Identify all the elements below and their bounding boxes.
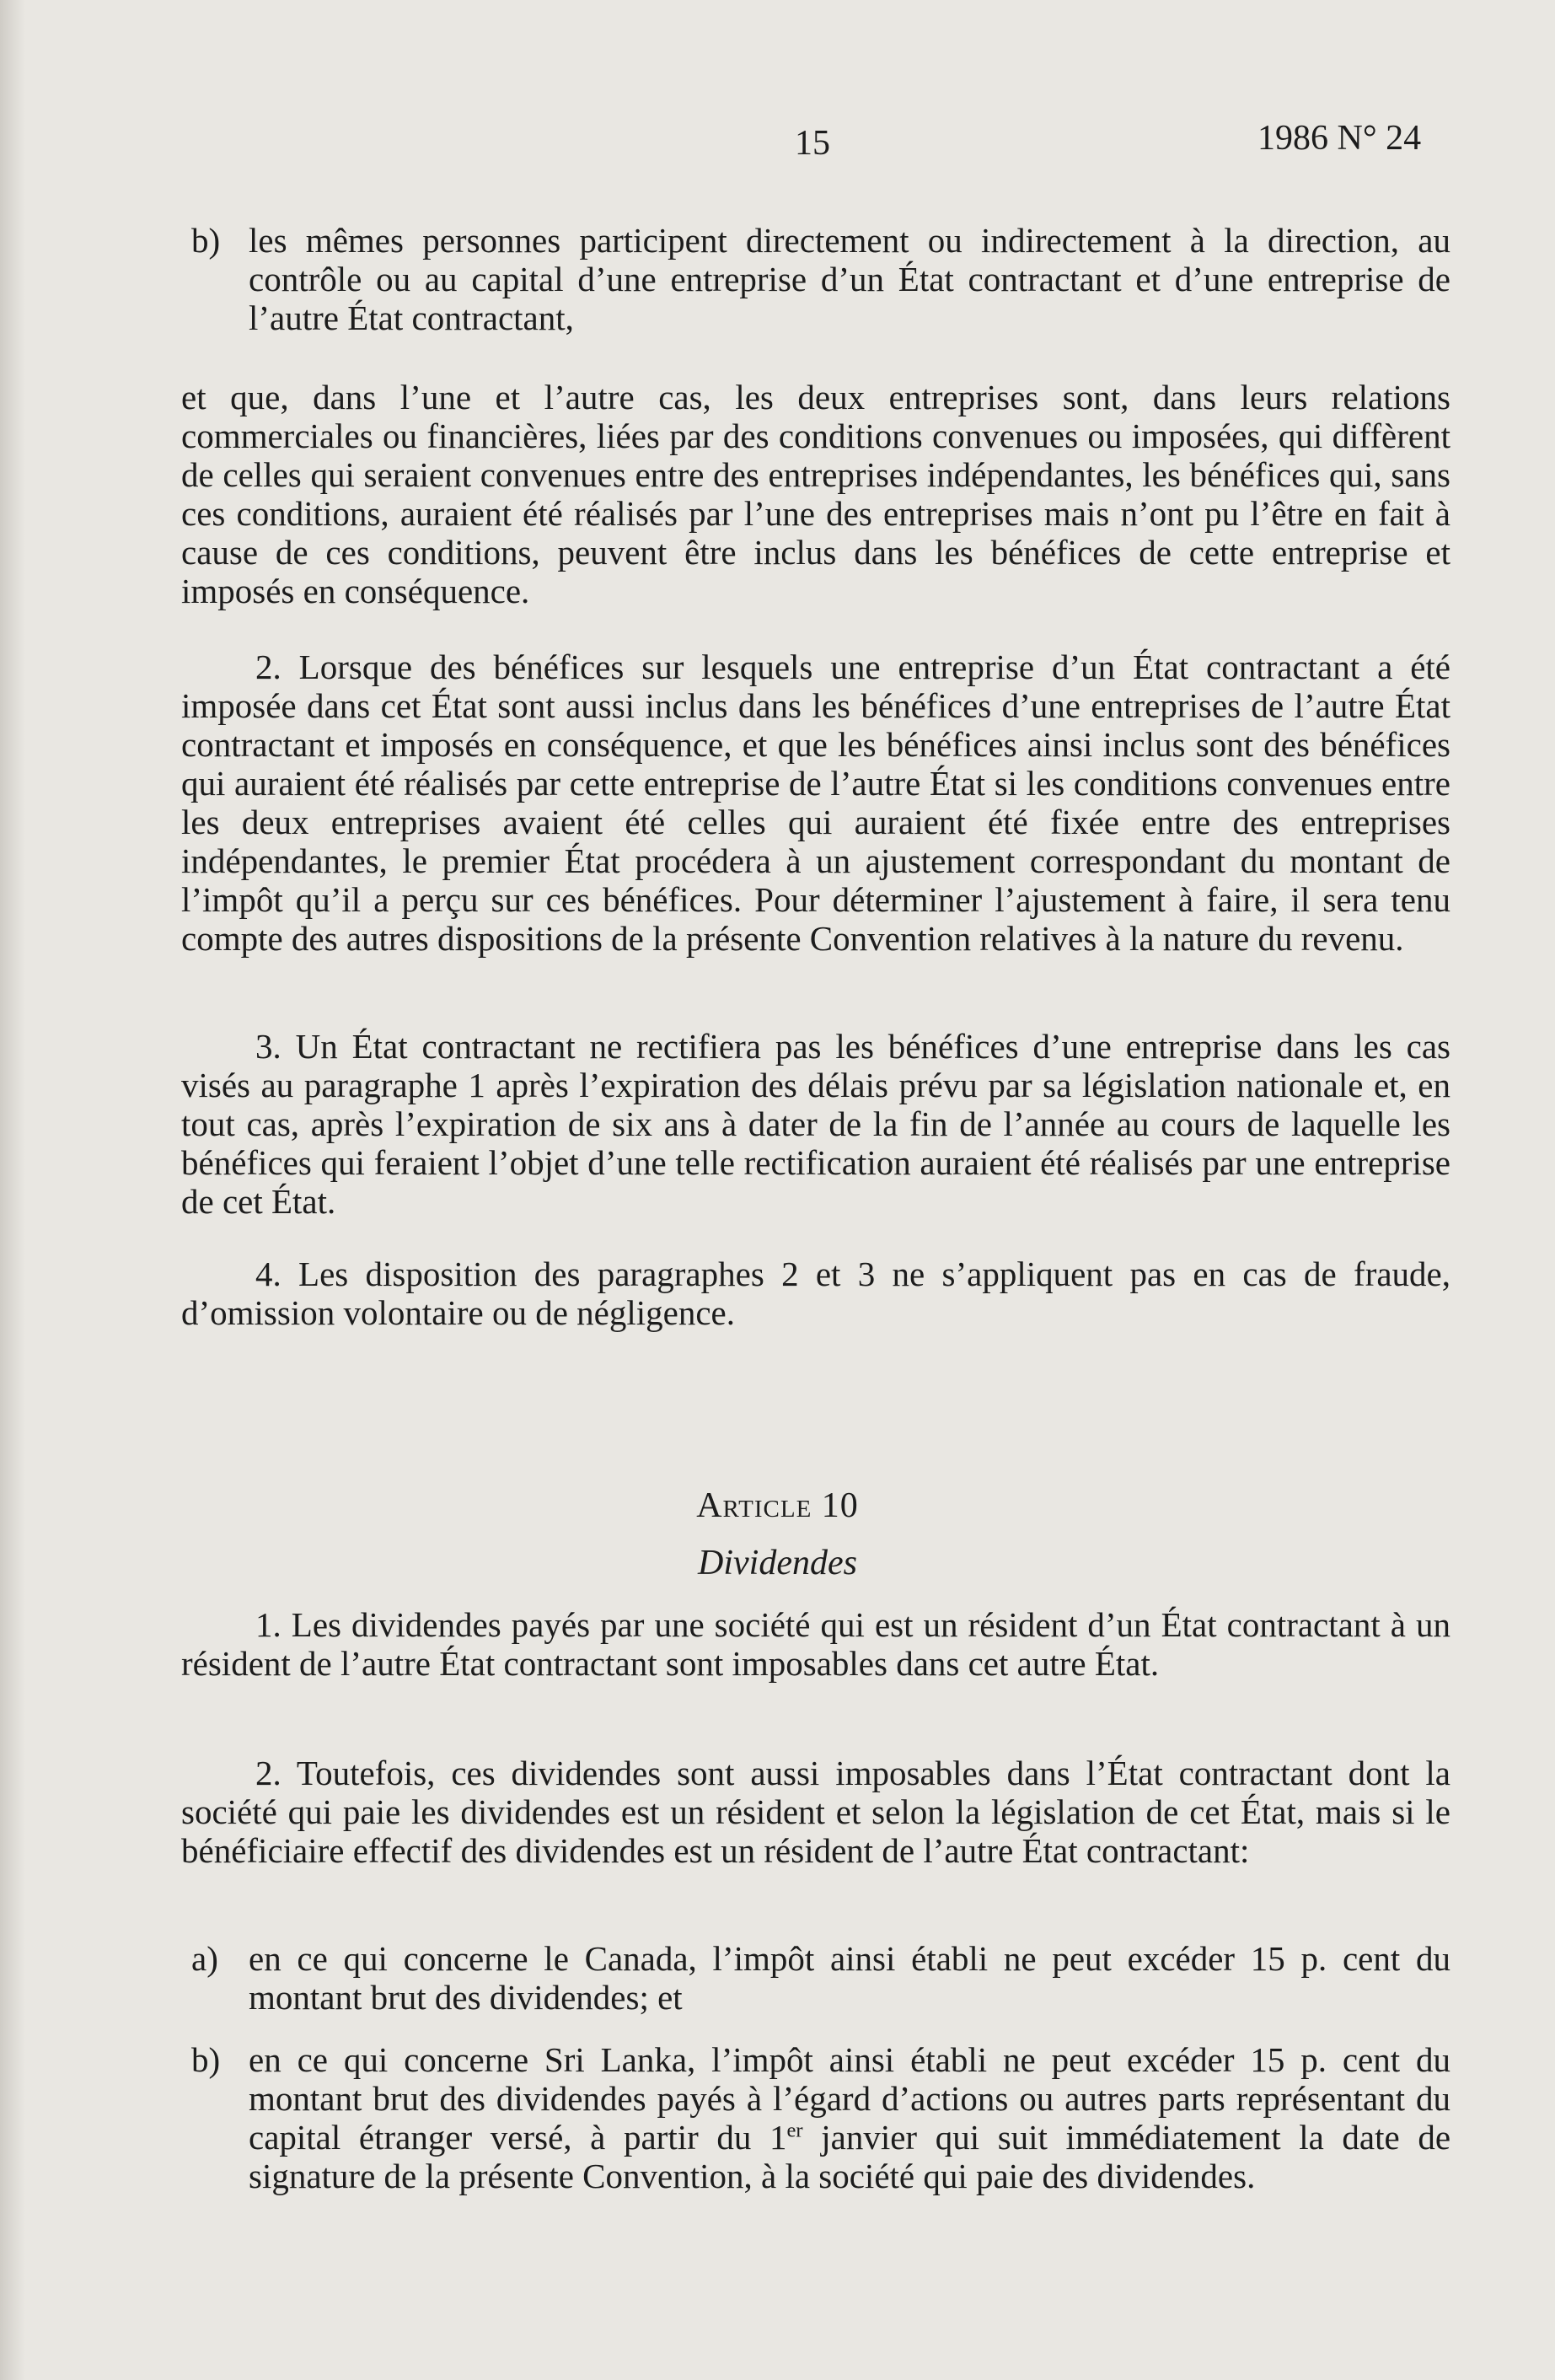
article-paragraph-2-text: 2. Toutefois, ces dividendes sont aussi imposables dans l’État contractant dont la société qui paie les dividendes est un résident et selon la législation de cet État, mais si le bénéficiaire effectif des dividendes est un résident de l’autre État contractant: (181, 1754, 1450, 1870)
list-item-text: en ce qui concerne le Canada, l’impôt ainsi établi ne peut excéder 15 p. cent du montant brut des dividendes; et (249, 1939, 1450, 2017)
page-number: 15 (795, 124, 830, 163)
superscript: er (786, 2119, 803, 2142)
paragraph-2-text: 2. Lorsque des bénéfices sur lesquels une entreprise d’un État contractant a été imposée dans cet État sont aussi inclus dans les bénéfices d’une entreprises de l’autre État contractant et imposés en conséquence, et que les bénéfices ainsi inclus sont des bénéfices qui auraient été réalisés par cette entreprise de l’autre État si les conditions convenues entre les deux entreprises avaient été celles qui auraient été fixée entre des entreprises indépendantes, le premier État procédera à un ajustement correspondant du montant de l’impôt qu’il a perçu sur ces bénéfices. Pour déterminer l’ajustement à faire, il sera tenu compte des autres dispositions de la présente Convention relatives à la nature du revenu. (181, 647, 1450, 958)
paragraph-4 (181, 1254, 1450, 1332)
page-gutter-shadow (0, 0, 25, 2380)
article-paragraph-1 (181, 1605, 1450, 1683)
document-reference: 1986 N° 24 (1257, 119, 1422, 158)
paragraph-2 (181, 647, 1450, 958)
article-title: Article 10 (696, 1486, 859, 1525)
list-item-text: les mêmes personnes participent directement ou indirectement à la direction, au contrôle ou au capital d’une entreprise d’un État contractant et d’une entreprise de l’autre État contractant, (249, 221, 1450, 337)
list-item-letter: a) (191, 1939, 218, 1978)
list-item-letter: b) (191, 2040, 221, 2079)
paragraph-4-text: 4. Les disposition des paragraphes 2 et 3 ne s’appliquent pas en cas de fraude, d’omission volontaire ou de négligence. (181, 1254, 1450, 1332)
list-item-b-continued (191, 221, 1450, 337)
paragraph-3 (181, 1027, 1450, 1221)
article-paragraph-2 (181, 1754, 1450, 1870)
paragraph-3-text: 3. Un État contractant ne rectifiera pas les bénéfices d’une entreprise dans les cas visés au paragraphe 1 après l’expiration des délais prévu par sa législation nationale et, en tout cas, après l’expiration de six ans à dater de la fin de l’année au cours de laquelle les bénéfices qui feraient l’objet d’une telle rectification auraient été réalisés par une entreprise de cet État. (181, 1027, 1450, 1221)
list-item-text: en ce qui concerne Sri Lanka, l’impôt ainsi établi ne peut excéder 15 p. cent du montant brut des dividendes payés à l’égard d’actions ou autres parts représentant du capital étranger versé, à partir du 1 (249, 2040, 1450, 2157)
list-item-letter: b) (191, 221, 221, 260)
list-item-b (191, 2040, 1451, 2195)
article-paragraph-1-text: 1. Les dividendes payés par une société qui est un résident d’un État contractant à un résident de l’autre État contractant sont imposables dans cet autre État. (181, 1605, 1450, 1683)
paragraph-et-que: et que, dans l’une et l’autre cas, les deux entreprises sont, dans leurs relations commerciales ou financières, liées par des conditions convenues ou imposées, qui diffèrent de celles qui seraient convenues entre des entreprises indépendantes, les bénéfices qui, sans ces conditions, auraient été réalisés par l’une des entreprises mais n’ont pu l’être en fait à cause de ces conditions, peuvent être inclus dans les bénéfices de cette entreprise et imposés en conséquence. (181, 378, 1450, 610)
list-item-a (191, 1939, 1450, 2017)
article-subtitle: Dividendes (698, 1544, 857, 1582)
list-item-text-continued: janvier qui suit immédiatement la date de signature de la présente Convention, à la société qui paie des dividendes. (249, 2118, 1451, 2195)
